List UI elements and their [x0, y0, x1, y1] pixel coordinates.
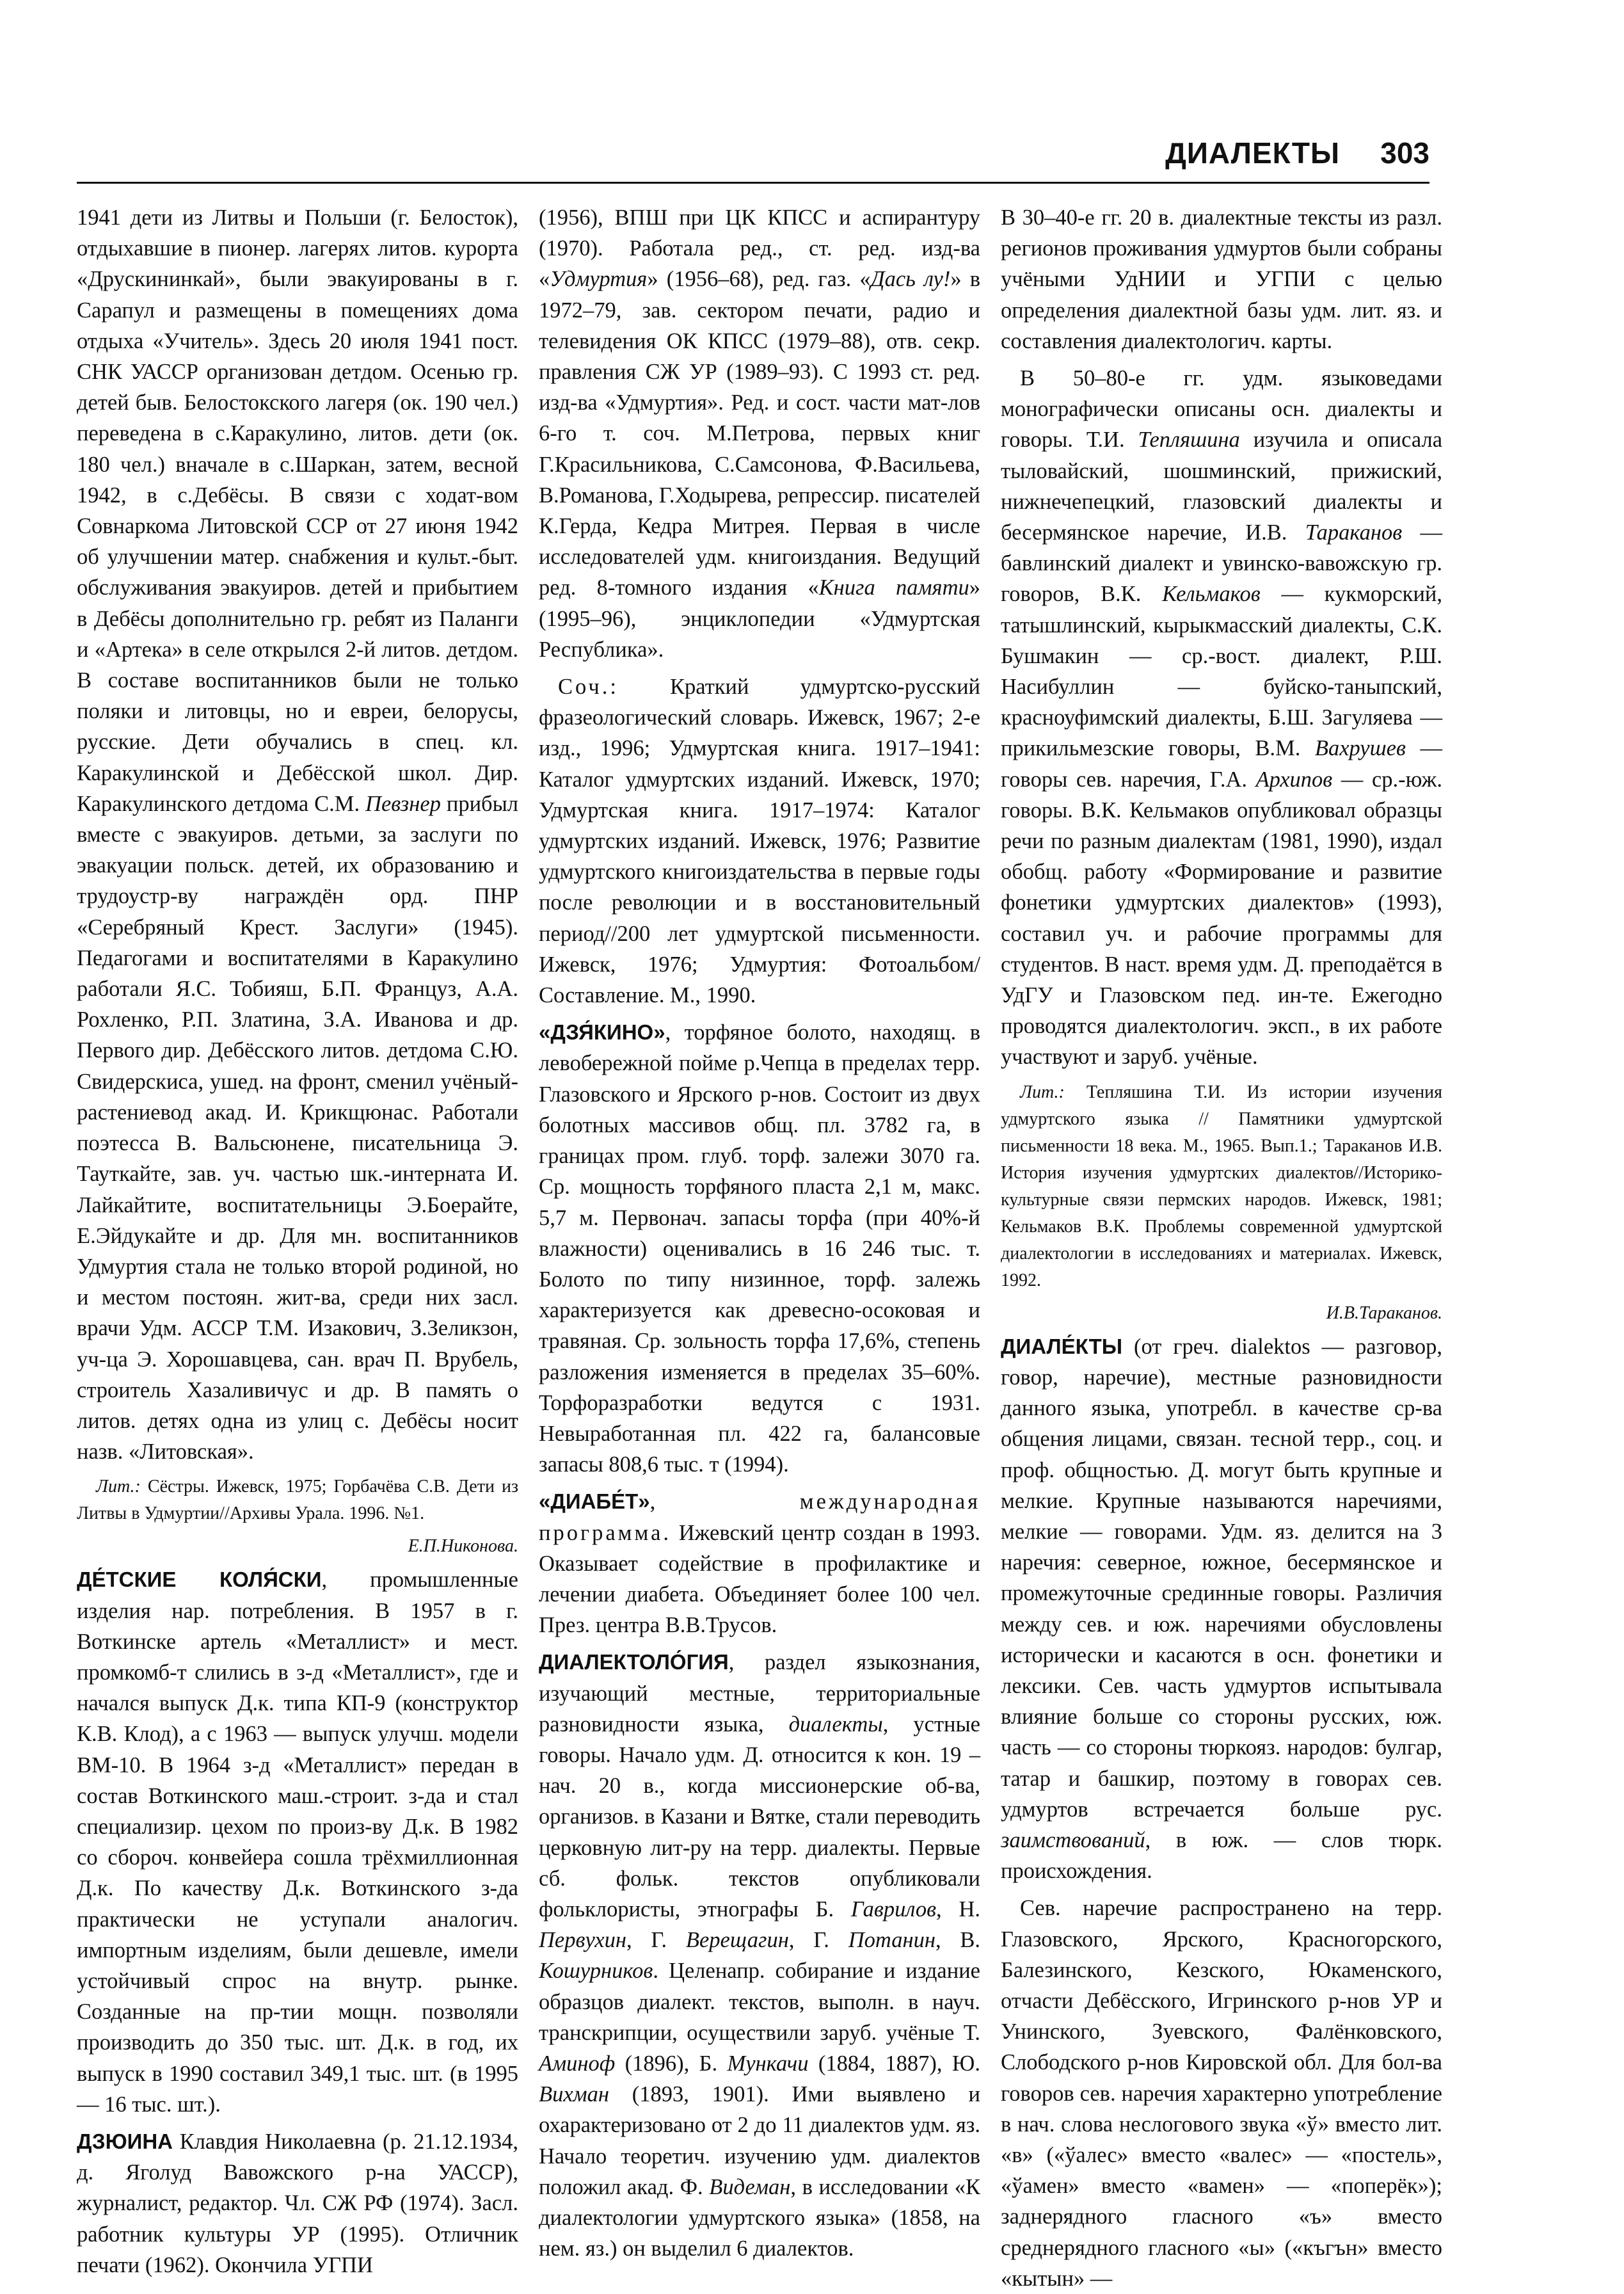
column-1: [77, 202, 519, 2277]
entry-dialekty: ДИАЛЕ́КТЫ (от греч. dialektos — разговор, говор, наречие), местные разновидности данного языка, употребл. в качестве ср-ва общения лицами, связан. тесной терр., соц. и проф. общностью. Д. могут быть крупные и мелкие. Крупные называются наречиями, мелкие — говорами. Удм. яз. делится на 3 наречия: северное, южное, бесермянское и промежуточные срединные говоры. Различия между сев. и юж. наречиями обусловлены исторически и касаются в осн. фонетики и лексики. Сев. часть удмуртов испытывала влияние больше со стороны русских, юж. часть — со стороны тюркояз. народов: булгар, татар и башкир, поэтому в говорах сев. удмуртов встречается больше рус. заимствований, в юж. — слов тюрк. происхождения.: [1001, 1334, 1442, 1884]
article-author: И.В.Тараканов.: [1326, 1303, 1442, 1323]
header-rule: [77, 182, 1429, 184]
running-title: ДИАЛЕКТЫ: [1165, 136, 1340, 170]
column-3: [1001, 202, 1443, 2291]
article-author: Е.П.Никонова.: [408, 1536, 518, 1557]
entry-headword: ДИАЛЕКТОЛО́ГИЯ: [539, 1650, 729, 1674]
article-text: Сев. наречие распространено на терр. Глазовского, Ярского, Красногорского, Балезинского, Кезского, Юкаменского, отчасти Дебёсского, Игринского р-нов УР и Унинского, Зуевского, Фалёнковского, Слободского р-нов Кировской обл. Для бол-ва говоров сев. наречия характерно употребление в нач. слова неслогового звука «ў» вместо лит. «в» («ўалес» вместо «валес» — «постель», «ўамен» вместо «вамен» — «поперёк»); заднерядного гласного «ъ» вместо среднерядного гласного «ы» («къгън» вместо «кытын» —: [1001, 1896, 1442, 2291]
entry-headword: «ДИАБЕ́Т»: [539, 1489, 650, 1514]
entry-dialektologiya: ДИАЛЕКТОЛО́ГИЯ, раздел языкознания, изучающий местные, территориальные разновидности языка, диалекты, устные говоры. Начало удм. Д. относится к кон. 19 – нач. 20 в., когда миссионерские об-ва, организов. в Казани и Вятке, стали переводить церковную лит-ру на терр. диалекты. Первые сб. фольк. текстов опубликовали фольклористы, этнографы Б. Гаврилов, Н. Первухин, Г. Верещагин, Г. Потанин, В. Кошурников. Целенапр. собирание и издание образцов диалект. текстов, выполн. в науч. транскрипции, осуществили заруб. учёные Т. Аминоф (1896), Б. Мункачи (1884, 1887), Ю. Вихман (1893, 1901). Ими выявлено и охарактеризовано от 2 до 11 диалектов удм. яз. Начало теоретич. изучению удм. диалектов положил акад. Ф. Видеман, в исследовании «К диалектологии удмуртского языка» (1858, на нем. яз.) он выделил 6 диалектов.: [539, 1650, 981, 2261]
entry-headword: ДЗЮИНА: [77, 2129, 173, 2153]
entry-headword: ДЕ́ТСКИЕ КОЛЯ́СКИ: [77, 1568, 322, 1592]
works-list: Соч.: Краткий удмуртско-русский фразеологический словарь. Ижевск, 1967; 2-е изд., 1996; Удмуртская книга. 1917–1941: Каталог удмуртских изданий. Ижевск, 1970; Удмуртская книга. 1917–1974: Каталог удмуртских изданий. Ижевск, 1976; Развитие удмуртского книгоиздательства в первые годы после революции и в восстановительный период//200 лет удмуртской письменности. Ижевск, 1976; Удмуртия: Фотоальбом/Составление. М., 1990.: [539, 675, 980, 1008]
entry-headword: ДИАЛЕ́КТЫ: [1001, 1334, 1123, 1358]
entry-headword: «ДЗЯ́КИНО»: [539, 1020, 665, 1045]
literature-note: Лит.: Сёстры. Ижевск, 1975; Горбачёва С.В. Дети из Литвы в Удмуртии//Архивы Урала. 1996. №1.: [77, 1477, 519, 1524]
page-number: 303: [1380, 136, 1429, 170]
literature-note: Лит.: Тепляшина Т.И. Из истории изучения удмуртского языка // Памятники удмуртской письменности 18 века. М., 1965. Вып.1.; Тараканов И.В. История изучения удмуртских диалектов//Историко-культурные связи пермских народов. Ижевск, 1981; Кельмаков В.К. Проблемы современной удмуртской диалектологии в исследованиях и материалах. Ижевск, 1992.: [1001, 1082, 1443, 1290]
article-text: (1956), ВПШ при ЦК КПСС и аспирантуру (1970). Работала ред., ст. ред. изд-ва «Удмуртия» (1956–68), ред. газ. «Дась лу!» в 1972–79, зав. сектором печати, радио и телевидения ОК КПСС (1979–88), отв. секр. правления СЖ УР (1989–93). С 1993 ст. ред. изд-ва «Удмуртия». Ред. и сост. части мат-лов 6-го т. соч. М.Петрова, первых книг Г.Красильникова, С.Самсонова, Ф.Васильева, В.Романова, Г.Ходырева, репрессир. писателей К.Герда, Кедра Митрея. Первая в числе исследователей удм. книгоиздания. Ведущий ред. 8-томного издания «Книга памяти» (1995–96), энциклопедии «Удмуртская Республика».: [539, 205, 981, 662]
column-2: [539, 202, 981, 2261]
entry-diabet: «ДИАБЕ́Т», международная программа. Ижевский центр создан в 1993. Оказывает содействие в профилактике и лечении диабета. Объединяет более 100 чел. През. центра В.В.Трусов.: [539, 1489, 981, 1638]
entry-dzyakino: «ДЗЯ́КИНО», торфяное болото, находящ. в левобережной пойме р.Чепца в пределах терр. Глазовского и Ярского р-нов. Состоит из двух болотных массивов общ. пл. 3782 га, в границах пром. глуб. торф. залежи 3070 га. Ср. мощность торфяного пласта 2,1 м, макс. 5,7 м. Первонач. запасы торфа (при 40%-й влажности) оценивались в 16 246 тыс. т. Болото по типу низинное, торф. залежь характеризуется как древесно-осоковая и травяная. Ср. зольность торфа 17,6%, степень разложения изменяется в пределах 35–60%. Торфоразработки ведутся с 1931. Невыработанная пл. 422 га, балансовые запасы 808,6 тыс. т (1994).: [539, 1020, 980, 1477]
article-text: В 50–80-е гг. удм. языковедами монографически описаны осн. диалекты и говоры. Т.И. Тепляшина изучила и описала тыловайский, шошминский, прижиский, нижнечепецкий, глазовский диалекты и бесермянское наречие, И.В. Тараканов — бавлинский диалект и увинско-вавожскую гр. говоров, В.К. Кельмаков — кукморский, татышлинский, кырыкмасский диалекты, С.К. Бушмакин — ср.-вост. диалект, Р.Ш. Насибуллин — буйско-таныпский, красноуфимский диалекты, Б.Ш. Загуляева — прикильмезские говоры, В.М. Вахрушев — говоры сев. наречия, Г.А. Архипов — ср.-юж. говоры. В.К. Кельмаков опубликовал образцы речи по разным диалектам (1981, 1990), издал обобщ. работу «Формирование и развитие фонетики удмуртских диалектов» (1993), составил уч. и рабочие программы для студентов. В наст. время удм. Д. преподаётся в УдГУ и Глазовском пед. ин-те. Ежегодно проводятся диалектологич. эксп., в их работе участвуют и заруб. учёные.: [1001, 366, 1443, 1070]
page-header: [77, 133, 1429, 173]
article-text: В 30–40-е гг. 20 в. диалектные тексты из разл. регионов проживания удмуртов были собраны учёными УдНИИ и УГПИ с целью определения диалектной базы удм. лит. яз. и составления диалектологич. карты.: [1001, 205, 1442, 353]
entry-detskie-kolyaski: ДЕ́ТСКИЕ КОЛЯ́СКИ, промышленные изделия нар. потребления. В 1957 в г. Воткинске артель «Металлист» и мест. промкомб-т слились в з-д «Металлист», где и начался выпуск Д.к. типа КП-9 (конструктор К.В. Клод), а с 1963 — выпуск улучш. модели ВМ-10. В 1964 з-д «Металлист» передан в состав Воткинского маш.-строит. з-да и стал специализир. цехом по произ-ву Д.к. В 1982 со сбороч. конвейера сошла трёхмиллионная Д.к. По качеству Д.к. Воткинского з-да практически не уступали аналогич. импортным изделиям, были дешевле, имели устойчивый спрос на внутр. рынке. Созданные на пр-тии мощн. позволяли производить до 350 тыс. шт. Д.к. в год, их выпуск в 1990 составил 349,1 тыс. шт. (в 1995 — 16 тыс. шт.).: [77, 1568, 518, 2117]
article-text: 1941 дети из Литвы и Польши (г. Белосток), отдыхавшие в пионер. лагерях литов. курорта «Друскининкай», были эвакуированы в г. Сарапул и размещены в помещениях дома отдыха «Учитель». Здесь 20 июля 1941 пост. СНК УАССР организован детдом. Осенью гр. детей быв. Белостокского лагеря (ок. 190 чел.) переведена в с.Каракулино, литов. дети (ок. 180 чел.) вначале в с.Шаркан, затем, весной 1942, в с.Дебёсы. В связи с ходат-вом Совнаркома Литовской ССР от 27 июня 1942 об улучшении матер. снабжения и культ.-быт. обслуживания эвакуиров. детей и прибытием в Дебёсы дополнительно гр. ребят из Паланги и «Артека» в селе открылся 2-й литов. детдом. В составе воспитанников были не только поляки и литовцы, но и евреи, белорусы, русские. Дети обучались в спец. кл. Каракулинской и Дебёсской школ. Дир. Каракулинского детдома С.М. Певзнер прибыл вместе с эвакуиров. детьми, за заслуги по эвакуации польск. детей, их образованию и трудоустр-ву награждён орд. ПНР «Серебряный Крест. Заслуги» (1945). Педагогами и воспитателями в Каракулино работали Я.С. Тобияш, Б.П. Француз, А.А. Рохленко, Р.П. Златина, З.А. Иванова и др. Первого дир. Дебёсского литов. детдома С.Ю. Свидерскиса, ушед. на фронт, сменил учёный-растениевод акад. И. Крикщюнас. Работали поэтесса В. Вальсюнене, писательница Э. Тауткайте, зав. уч. частью шк.-интерната И. Лайкайтите, воспитательницы Э.Боерайте, Е.Эйдукайте и др. Для мн. воспитанников Удмуртия стала не только второй родиной, но и местом постоян. жит-ва, среди них засл. врачи Удм. АССР Т.М. Изакович, З.Зеликзон, уч-ца Э. Хорошавцева, сан. врач П. Врубель, строитель Хазаливичус и др. В память о литов. детях одна из улиц с. Дебёсы носит назв. «Литовская».: [77, 205, 518, 1464]
entry-dzyuina: ДЗЮИНА Клавдия Николаевна (р. 21.12.1934, д. Яголуд Вавожского р-на УАССР), журналист, редактор. Чл. СЖ РФ (1974). Засл. работник культуры УР (1995). Отличник печати (1962). Окончила УГПИ: [77, 2129, 518, 2277]
